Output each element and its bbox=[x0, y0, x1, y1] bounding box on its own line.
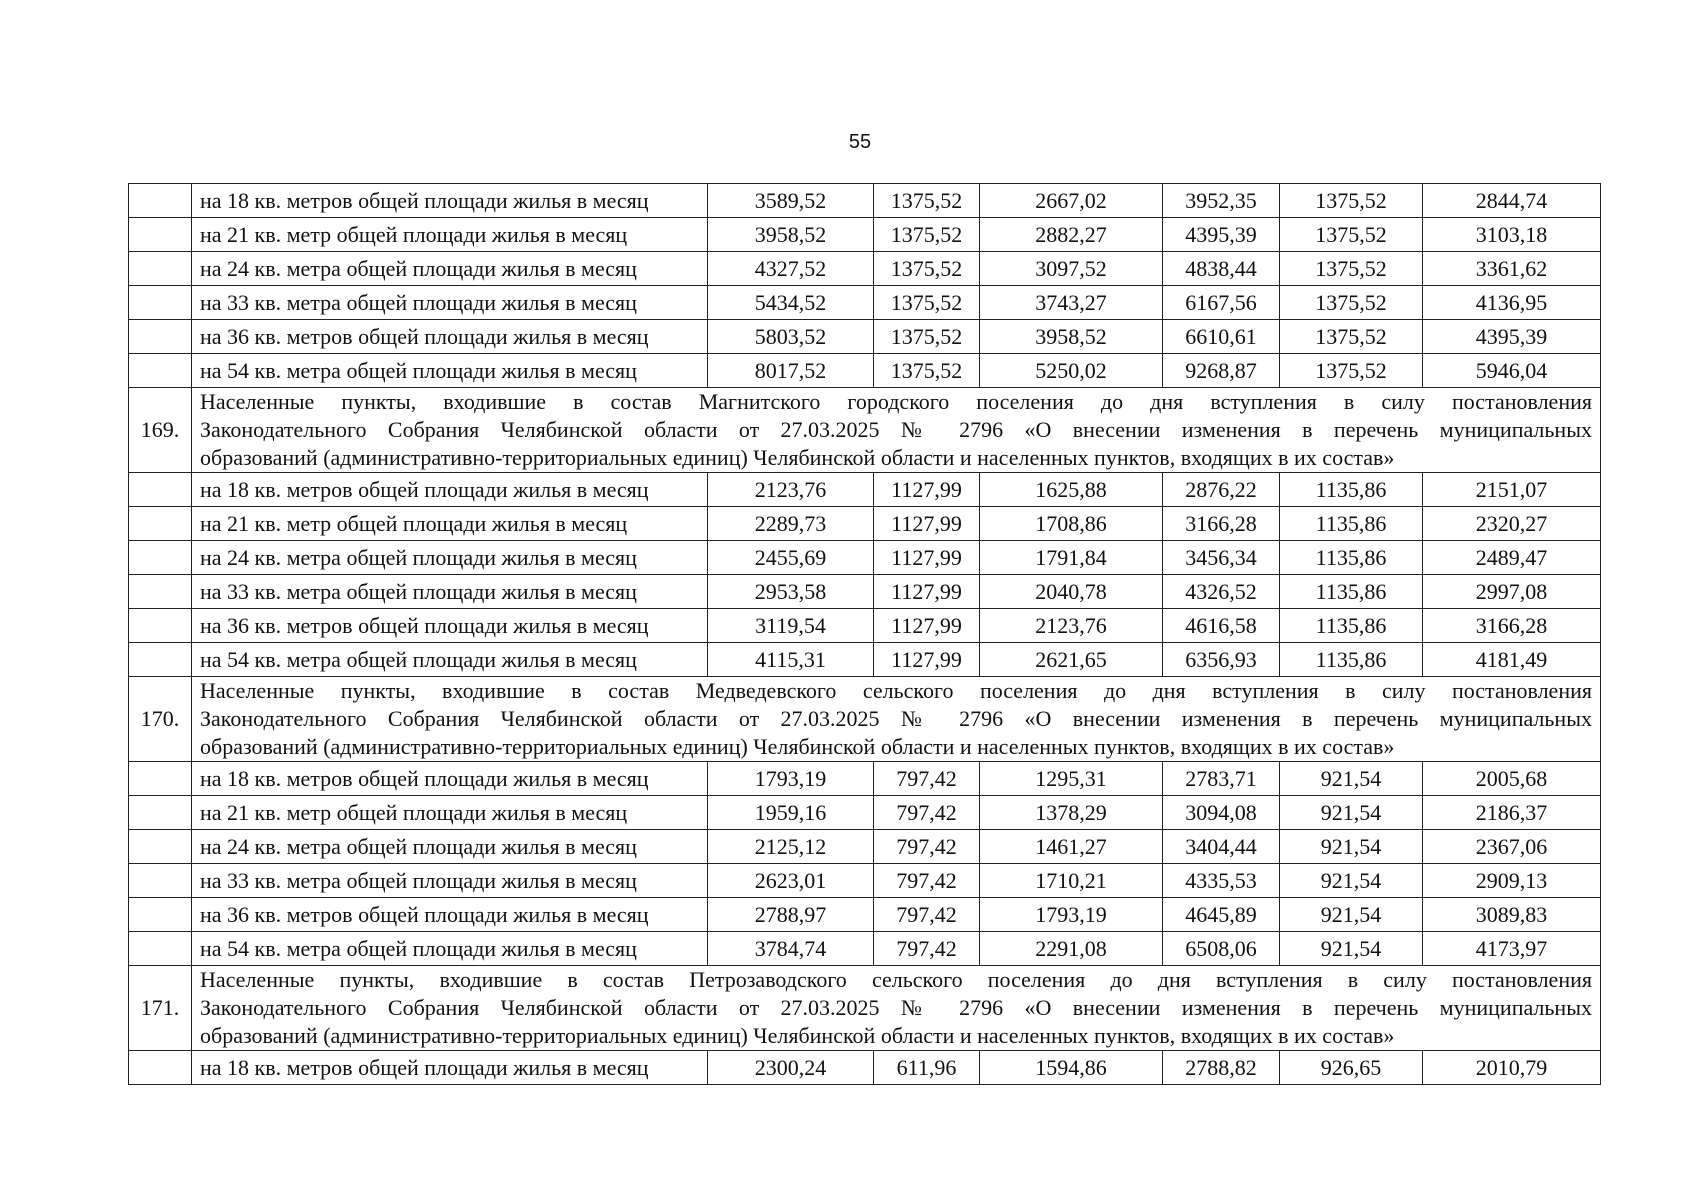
section-description-line: образований (административно-территориальных единиц) Челябинской области и населенных пунктов, входящих в их состав» bbox=[200, 1023, 1395, 1048]
section-row bbox=[129, 966, 1601, 1051]
value-cell: 2489,47 bbox=[1423, 541, 1601, 575]
value-cell: 1375,52 bbox=[874, 184, 980, 218]
section-row bbox=[129, 388, 1601, 473]
row-index-cell bbox=[129, 762, 192, 796]
value-cell: 1375,52 bbox=[874, 354, 980, 388]
table-row bbox=[129, 575, 1601, 609]
value-cell: 1375,52 bbox=[874, 286, 980, 320]
value-cell: 797,42 bbox=[874, 932, 980, 966]
value-cell: 1793,19 bbox=[980, 898, 1163, 932]
value-cell: 921,54 bbox=[1280, 830, 1423, 864]
table-row bbox=[129, 1051, 1601, 1085]
row-label: на 21 кв. метр общей площади жилья в месяц bbox=[192, 507, 708, 541]
section-description-line: Законодательного Собрания Челябинской области от 27.03.2025 № 2796 «О внесении изменения в перечень муниципальных bbox=[200, 995, 1592, 1020]
table-row bbox=[129, 762, 1601, 796]
value-cell: 2882,27 bbox=[980, 218, 1163, 252]
value-cell: 2788,82 bbox=[1163, 1051, 1280, 1085]
value-cell: 1375,52 bbox=[874, 218, 980, 252]
value-cell: 1135,86 bbox=[1280, 609, 1423, 643]
value-cell: 4645,89 bbox=[1163, 898, 1280, 932]
value-cell: 921,54 bbox=[1280, 898, 1423, 932]
value-cell: 2010,79 bbox=[1423, 1051, 1601, 1085]
value-cell: 921,54 bbox=[1280, 762, 1423, 796]
section-description-line: Населенные пункты, входившие в состав Магнитского городского поселения до дня вступления в силу постановления bbox=[200, 389, 1592, 414]
value-cell: 2300,24 bbox=[708, 1051, 874, 1085]
value-cell: 2953,58 bbox=[708, 575, 874, 609]
value-cell: 2455,69 bbox=[708, 541, 874, 575]
value-cell: 921,54 bbox=[1280, 864, 1423, 898]
row-label: на 18 кв. метров общей площади жилья в месяц bbox=[192, 762, 708, 796]
value-cell: 2667,02 bbox=[980, 184, 1163, 218]
value-cell: 6508,06 bbox=[1163, 932, 1280, 966]
value-cell: 1375,52 bbox=[874, 320, 980, 354]
value-cell: 1127,99 bbox=[874, 643, 980, 677]
value-cell: 2125,12 bbox=[708, 830, 874, 864]
value-cell: 3103,18 bbox=[1423, 218, 1601, 252]
row-label: на 18 кв. метров общей площади жилья в месяц bbox=[192, 473, 708, 507]
value-cell: 1959,16 bbox=[708, 796, 874, 830]
value-cell: 2788,97 bbox=[708, 898, 874, 932]
value-cell: 2783,71 bbox=[1163, 762, 1280, 796]
row-label: на 36 кв. метров общей площади жилья в месяц bbox=[192, 609, 708, 643]
value-cell: 2844,74 bbox=[1423, 184, 1601, 218]
value-cell: 3094,08 bbox=[1163, 796, 1280, 830]
value-cell: 4181,49 bbox=[1423, 643, 1601, 677]
value-cell: 611,96 bbox=[874, 1051, 980, 1085]
value-cell: 4395,39 bbox=[1163, 218, 1280, 252]
value-cell: 926,65 bbox=[1280, 1051, 1423, 1085]
row-label: на 24 кв. метра общей площади жилья в месяц bbox=[192, 830, 708, 864]
value-cell: 1375,52 bbox=[1280, 354, 1423, 388]
table-row bbox=[129, 184, 1601, 218]
value-cell: 3958,52 bbox=[708, 218, 874, 252]
table-row bbox=[129, 643, 1601, 677]
row-index-cell bbox=[129, 796, 192, 830]
value-cell: 4335,53 bbox=[1163, 864, 1280, 898]
value-cell: 2997,08 bbox=[1423, 575, 1601, 609]
value-cell: 2291,08 bbox=[980, 932, 1163, 966]
value-cell: 9268,87 bbox=[1163, 354, 1280, 388]
value-cell: 3952,35 bbox=[1163, 184, 1280, 218]
section-row bbox=[129, 677, 1601, 762]
value-cell: 6610,61 bbox=[1163, 320, 1280, 354]
table-row bbox=[129, 473, 1601, 507]
value-cell: 1127,99 bbox=[874, 541, 980, 575]
value-cell: 1375,52 bbox=[1280, 218, 1423, 252]
section-description bbox=[192, 388, 1601, 473]
value-cell: 1135,86 bbox=[1280, 473, 1423, 507]
section-description-line: Населенные пункты, входившие в состав Медведевского сельского поселения до дня вступления в силу постановления bbox=[200, 678, 1592, 703]
section-description bbox=[192, 966, 1601, 1051]
value-cell: 921,54 bbox=[1280, 796, 1423, 830]
value-cell: 4136,95 bbox=[1423, 286, 1601, 320]
section-description-line: образований (административно-территориальных единиц) Челябинской области и населенных пунктов, входящих в их состав» bbox=[200, 734, 1395, 759]
table-row bbox=[129, 830, 1601, 864]
page-number: 55 bbox=[848, 131, 872, 153]
value-cell: 1375,52 bbox=[874, 252, 980, 286]
row-label: на 36 кв. метров общей площади жилья в месяц bbox=[192, 898, 708, 932]
value-cell: 1135,86 bbox=[1280, 643, 1423, 677]
value-cell: 2623,01 bbox=[708, 864, 874, 898]
row-index-cell bbox=[129, 252, 192, 286]
value-cell: 5946,04 bbox=[1423, 354, 1601, 388]
table-row bbox=[129, 252, 1601, 286]
value-cell: 1135,86 bbox=[1280, 575, 1423, 609]
value-cell: 797,42 bbox=[874, 830, 980, 864]
value-cell: 1625,88 bbox=[980, 473, 1163, 507]
row-label: на 54 кв. метра общей площади жилья в месяц bbox=[192, 643, 708, 677]
row-index-cell bbox=[129, 932, 192, 966]
table-row bbox=[129, 218, 1601, 252]
table-row bbox=[129, 898, 1601, 932]
value-cell: 2186,37 bbox=[1423, 796, 1601, 830]
value-cell: 3166,28 bbox=[1423, 609, 1601, 643]
table-row bbox=[129, 609, 1601, 643]
value-cell: 2151,07 bbox=[1423, 473, 1601, 507]
value-cell: 5803,52 bbox=[708, 320, 874, 354]
value-cell: 3089,83 bbox=[1423, 898, 1601, 932]
value-cell: 1135,86 bbox=[1280, 507, 1423, 541]
row-index-cell bbox=[129, 473, 192, 507]
value-cell: 6356,93 bbox=[1163, 643, 1280, 677]
value-cell: 2123,76 bbox=[708, 473, 874, 507]
row-index-cell bbox=[129, 218, 192, 252]
table-row bbox=[129, 864, 1601, 898]
value-cell: 1461,27 bbox=[980, 830, 1163, 864]
value-cell: 1127,99 bbox=[874, 575, 980, 609]
value-cell: 797,42 bbox=[874, 864, 980, 898]
section-description-line: Законодательного Собрания Челябинской области от 27.03.2025 № 2796 «О внесении изменения в перечень муниципальных bbox=[200, 417, 1592, 442]
value-cell: 3958,52 bbox=[980, 320, 1163, 354]
value-cell: 3166,28 bbox=[1163, 507, 1280, 541]
value-cell: 1375,52 bbox=[1280, 184, 1423, 218]
row-index-cell bbox=[129, 898, 192, 932]
row-index-cell bbox=[129, 541, 192, 575]
value-cell: 797,42 bbox=[874, 898, 980, 932]
value-cell: 1295,31 bbox=[980, 762, 1163, 796]
row-label: на 33 кв. метра общей площади жилья в месяц bbox=[192, 575, 708, 609]
value-cell: 3589,52 bbox=[708, 184, 874, 218]
value-cell: 1378,29 bbox=[980, 796, 1163, 830]
section-description-line: Законодательного Собрания Челябинской области от 27.03.2025 № 2796 «О внесении изменения в перечень муниципальных bbox=[200, 706, 1592, 731]
row-label: на 33 кв. метра общей площади жилья в месяц bbox=[192, 864, 708, 898]
value-cell: 1710,21 bbox=[980, 864, 1163, 898]
row-index-cell bbox=[129, 643, 192, 677]
value-cell: 1708,86 bbox=[980, 507, 1163, 541]
value-cell: 797,42 bbox=[874, 796, 980, 830]
value-cell: 2909,13 bbox=[1423, 864, 1601, 898]
table-row bbox=[129, 507, 1601, 541]
row-index-cell bbox=[129, 286, 192, 320]
value-cell: 2876,22 bbox=[1163, 473, 1280, 507]
row-label: на 18 кв. метров общей площади жилья в месяц bbox=[192, 1051, 708, 1085]
row-index-cell bbox=[129, 609, 192, 643]
value-cell: 1127,99 bbox=[874, 473, 980, 507]
table-row bbox=[129, 286, 1601, 320]
row-index-cell bbox=[129, 354, 192, 388]
table-row bbox=[129, 354, 1601, 388]
row-index-cell bbox=[129, 320, 192, 354]
row-label: на 24 кв. метра общей площади жилья в месяц bbox=[192, 252, 708, 286]
row-index-cell bbox=[129, 830, 192, 864]
row-label: на 24 кв. метра общей площади жилья в месяц bbox=[192, 541, 708, 575]
value-cell: 4395,39 bbox=[1423, 320, 1601, 354]
section-index: 170. bbox=[129, 677, 192, 762]
value-cell: 2005,68 bbox=[1423, 762, 1601, 796]
value-cell: 1127,99 bbox=[874, 507, 980, 541]
value-cell: 2289,73 bbox=[708, 507, 874, 541]
value-cell: 1791,84 bbox=[980, 541, 1163, 575]
value-cell: 3361,62 bbox=[1423, 252, 1601, 286]
value-cell: 3743,27 bbox=[980, 286, 1163, 320]
row-label: на 36 кв. метров общей площади жилья в месяц bbox=[192, 320, 708, 354]
value-cell: 8017,52 bbox=[708, 354, 874, 388]
section-description bbox=[192, 677, 1601, 762]
value-cell: 4173,97 bbox=[1423, 932, 1601, 966]
section-description-line: Населенные пункты, входившие в состав Петрозаводского сельского поселения до дня вступления в силу постановления bbox=[200, 967, 1592, 992]
value-cell: 1375,52 bbox=[1280, 252, 1423, 286]
section-index: 169. bbox=[129, 388, 192, 473]
table-row bbox=[129, 932, 1601, 966]
value-cell: 4616,58 bbox=[1163, 609, 1280, 643]
value-cell: 3456,34 bbox=[1163, 541, 1280, 575]
value-cell: 6167,56 bbox=[1163, 286, 1280, 320]
row-index-cell bbox=[129, 507, 192, 541]
value-cell: 1594,86 bbox=[980, 1051, 1163, 1085]
row-label: на 54 кв. метра общей площади жилья в месяц bbox=[192, 932, 708, 966]
value-cell: 1135,86 bbox=[1280, 541, 1423, 575]
value-cell: 5434,52 bbox=[708, 286, 874, 320]
row-label: на 21 кв. метр общей площади жилья в месяц bbox=[192, 796, 708, 830]
value-cell: 4327,52 bbox=[708, 252, 874, 286]
value-cell: 1375,52 bbox=[1280, 286, 1423, 320]
value-cell: 4115,31 bbox=[708, 643, 874, 677]
value-cell: 4326,52 bbox=[1163, 575, 1280, 609]
value-cell: 2123,76 bbox=[980, 609, 1163, 643]
row-index-cell bbox=[129, 864, 192, 898]
row-label: на 18 кв. метров общей площади жилья в месяц bbox=[192, 184, 708, 218]
value-cell: 1375,52 bbox=[1280, 320, 1423, 354]
value-cell: 3119,54 bbox=[708, 609, 874, 643]
value-cell: 921,54 bbox=[1280, 932, 1423, 966]
row-label: на 33 кв. метра общей площади жилья в месяц bbox=[192, 286, 708, 320]
row-index-cell bbox=[129, 575, 192, 609]
value-cell: 1127,99 bbox=[874, 609, 980, 643]
value-cell: 2367,06 bbox=[1423, 830, 1601, 864]
section-index: 171. bbox=[129, 966, 192, 1051]
section-description-line: образований (административно-территориальных единиц) Челябинской области и населенных пунктов, входящих в их состав» bbox=[200, 445, 1395, 470]
table-row bbox=[129, 541, 1601, 575]
table-row bbox=[129, 320, 1601, 354]
tariff-table bbox=[128, 183, 1601, 1085]
value-cell: 3097,52 bbox=[980, 252, 1163, 286]
table-row bbox=[129, 796, 1601, 830]
row-label: на 54 кв. метра общей площади жилья в месяц bbox=[192, 354, 708, 388]
value-cell: 797,42 bbox=[874, 762, 980, 796]
row-index-cell bbox=[129, 1051, 192, 1085]
value-cell: 2040,78 bbox=[980, 575, 1163, 609]
value-cell: 4838,44 bbox=[1163, 252, 1280, 286]
value-cell: 2320,27 bbox=[1423, 507, 1601, 541]
row-index-cell bbox=[129, 184, 192, 218]
value-cell: 3404,44 bbox=[1163, 830, 1280, 864]
value-cell: 2621,65 bbox=[980, 643, 1163, 677]
value-cell: 1793,19 bbox=[708, 762, 874, 796]
row-label: на 21 кв. метр общей площади жилья в месяц bbox=[192, 218, 708, 252]
value-cell: 5250,02 bbox=[980, 354, 1163, 388]
value-cell: 3784,74 bbox=[708, 932, 874, 966]
